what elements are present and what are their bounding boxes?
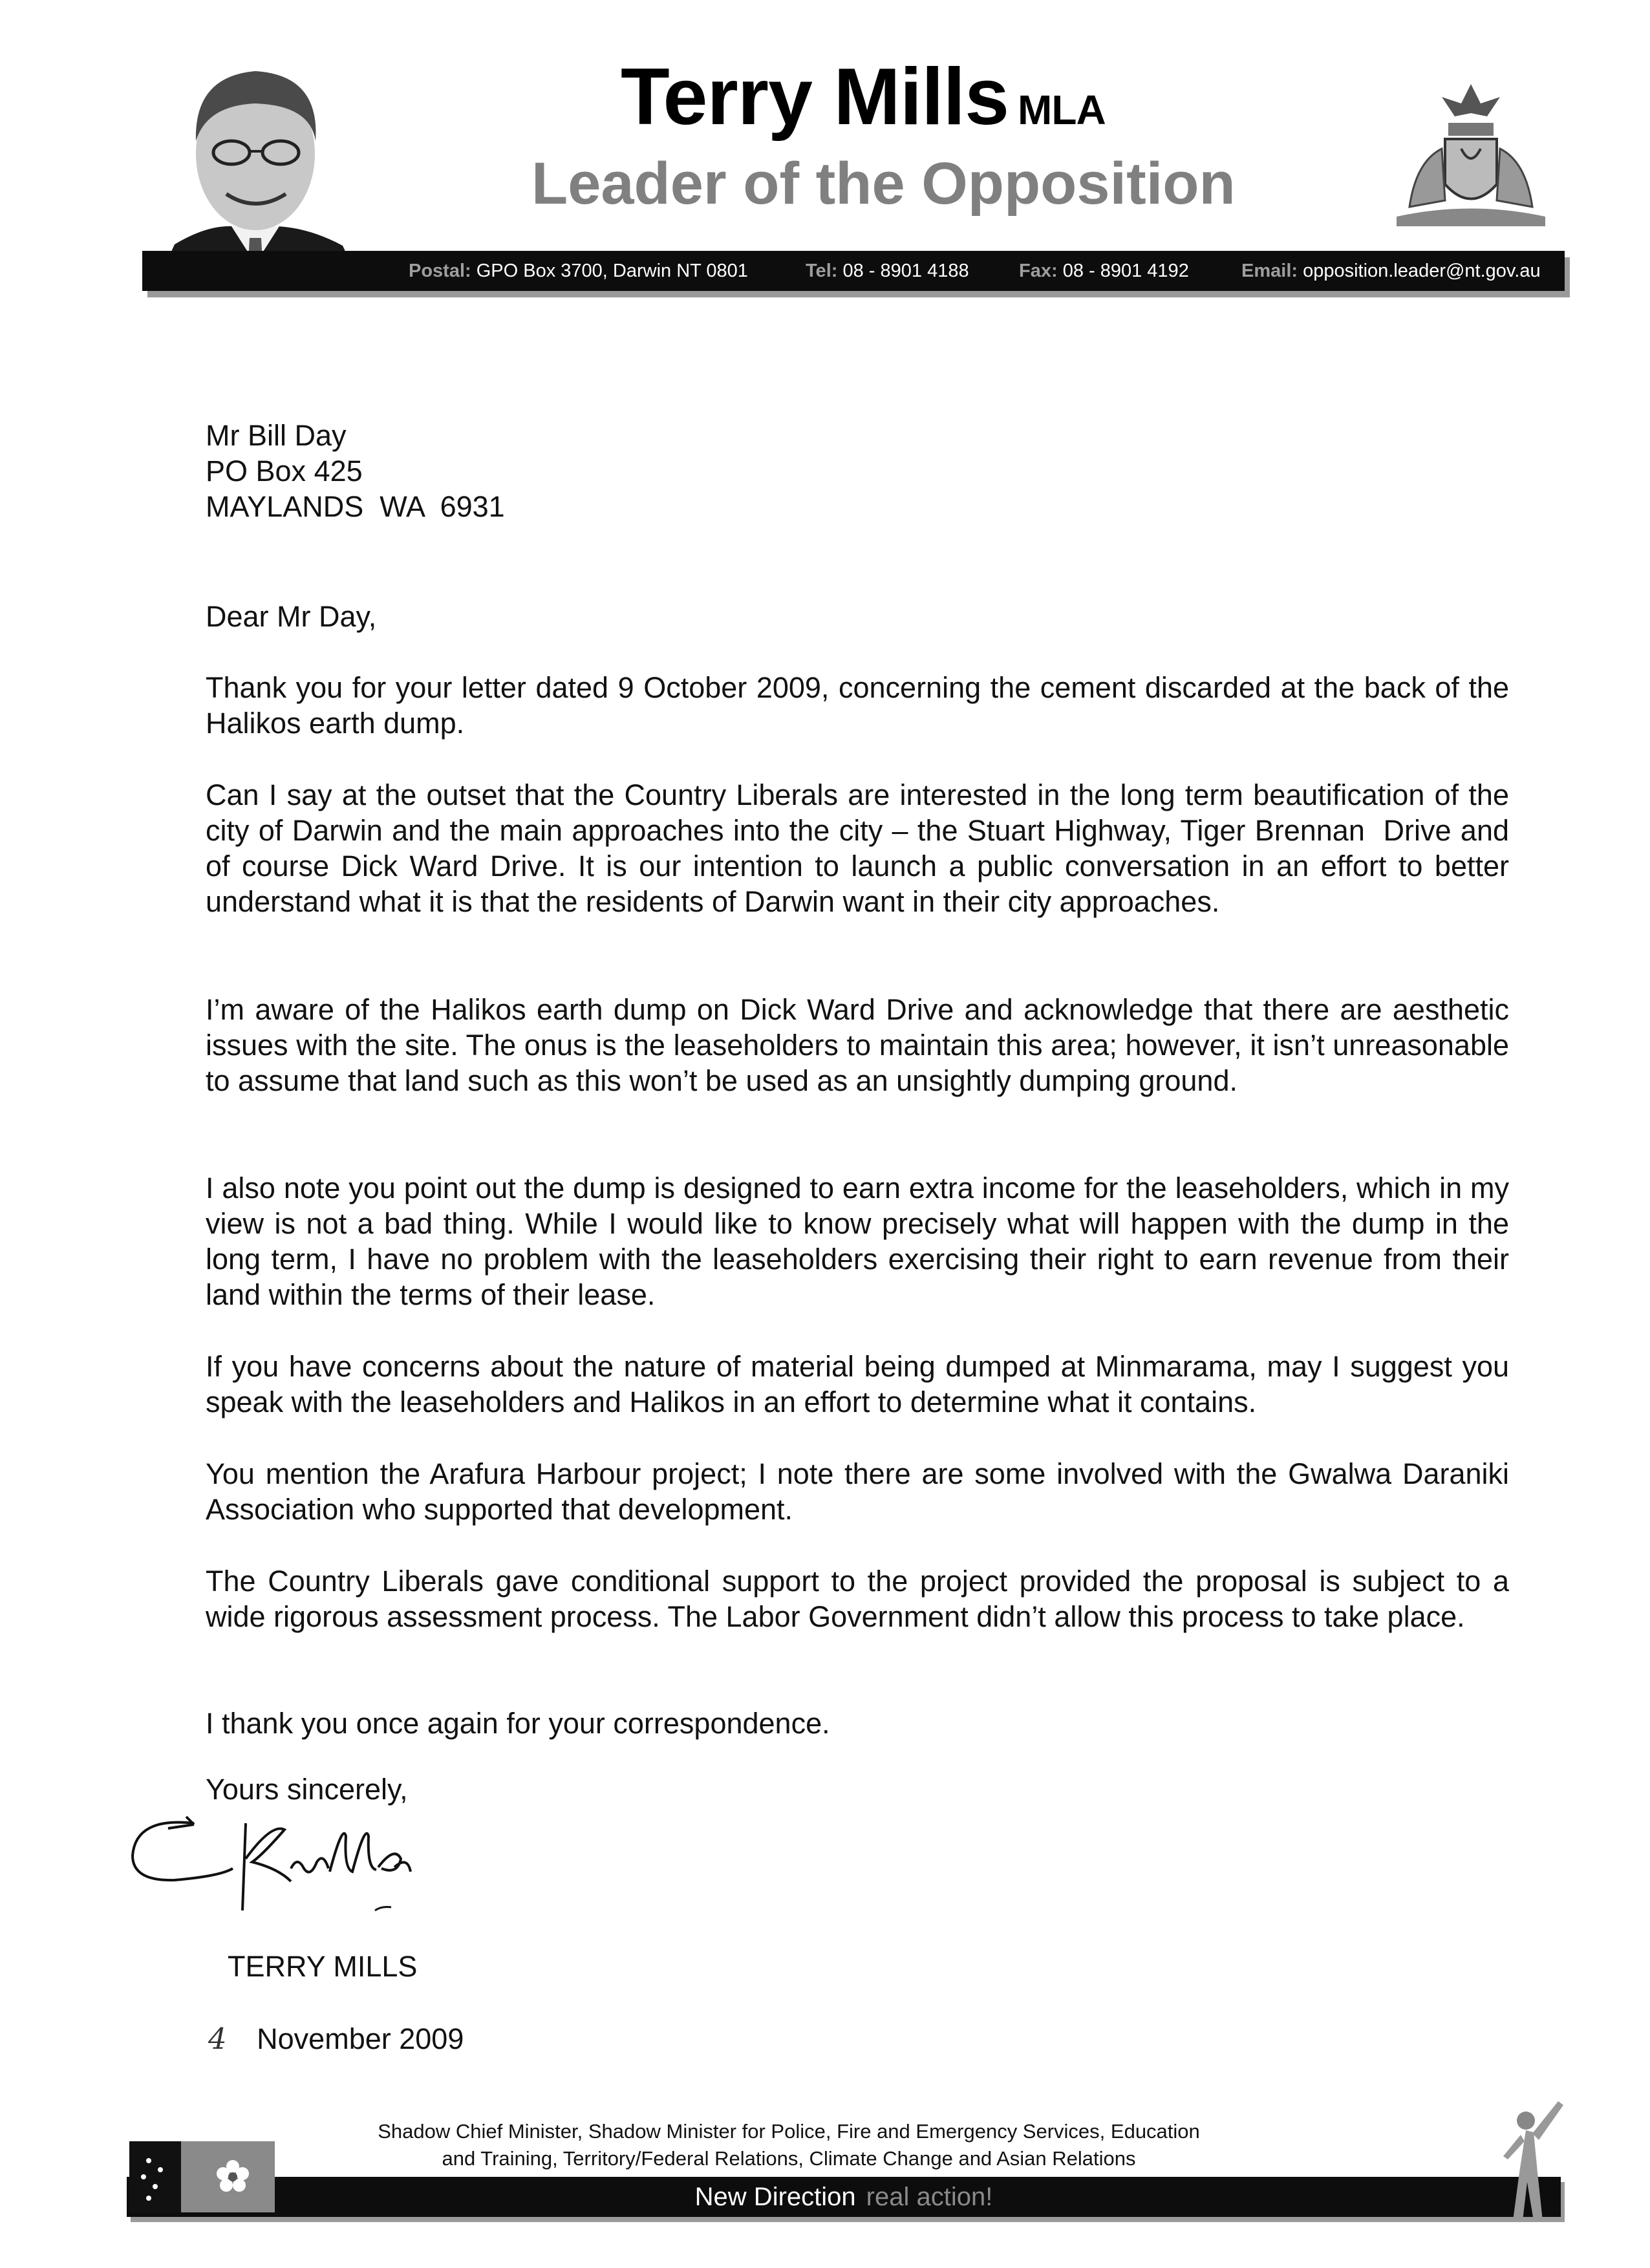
closing: Yours sincerely, — [206, 1773, 408, 1806]
coat-of-arms-icon — [1384, 78, 1558, 233]
letterhead-role: Leader of the Opposition — [531, 151, 1236, 217]
cheering-figure-icon — [1487, 2095, 1578, 2224]
fax-contact — [1019, 261, 1189, 282]
body-paragraph-1: Thank you for your letter dated 9 October 2009, concerning the cement discarded at the back of the Halikos earth dump. — [206, 671, 1509, 740]
postal-value: GPO Box 3700, Darwin NT 0801 — [476, 260, 748, 281]
postal-label: Postal: — [409, 260, 471, 281]
email-label: Email: — [1241, 260, 1298, 281]
email-value: opposition.leader@nt.gov.au — [1303, 260, 1541, 281]
portfolio-text — [362, 2118, 1216, 2172]
body-paragraph-7: The Country Liberals gave conditional support to the project provided the proposal is subject to a wide rigorous assessment process. The Labor Government didn’t allow this process to take place. — [206, 1565, 1509, 1633]
slogan-tag: real action! — [866, 2182, 993, 2211]
email-contact — [1241, 261, 1541, 282]
signatory-name: TERRY MILLS — [228, 1950, 418, 1983]
body-paragraph-8: I thank you once again for your correspondence. — [206, 1707, 830, 1740]
recipient-address — [206, 418, 1509, 524]
mla-suffix: MLA — [1018, 87, 1106, 133]
name-text: Terry Mills — [621, 52, 1009, 142]
body-paragraph-2: Can I say at the outset that the Country Liberals are interested in the long term beautification of the city of Darwin and the main approaches into the city – the Stuart Highway, Tiger Brennan Drive and of course Dick Ward Drive. It is our intention to launch a public conversation in an effort to better understand what it is that the residents of Darwin want in their city approaches. — [206, 778, 1517, 918]
slogan-main: New Direction — [694, 2182, 856, 2211]
body-paragraph-6: You mention the Arafura Harbour project; I note there are some involved with the Gwalwa Daraniki Association who supported that development. — [206, 1457, 1509, 1526]
letterhead-name — [621, 52, 1106, 142]
postal-contact — [409, 261, 748, 282]
fax-label: Fax: — [1019, 260, 1058, 281]
body-paragraph-4: I also note you point out the dump is designed to earn extra income for the leaseholders, which in my view is not a bad thing. While I would like to know precisely what will happen with the dump in the long term, I have no problem with the leaseholders exercising their right to earn revenue from their land within the terms of their lease. — [206, 1171, 1509, 1311]
tel-contact — [806, 261, 969, 282]
handwritten-signature — [123, 1797, 485, 1927]
slogan-bar — [127, 2177, 1561, 2217]
recipient-line-3: MAYLANDS WA 6931 — [206, 490, 505, 523]
salutation: Dear Mr Day, — [206, 600, 377, 633]
letter-date — [208, 2021, 1512, 2057]
body-paragraph-3: I’m aware of the Halikos earth dump on Dick Ward Drive and acknowledge that there are aesthetic issues with the site. The onus is the leaseholders to maintain this area; however, it isn’t unreasonable to assume that land such as this won’t be used as an unsightly dumping ground. — [206, 993, 1509, 1097]
contact-bar — [142, 251, 1565, 291]
recipient-line-2: PO Box 425 — [206, 455, 363, 487]
tel-value: 08 - 8901 4188 — [842, 260, 969, 281]
tel-label: Tel: — [806, 260, 838, 281]
body-paragraph-5: If you have concerns about the nature of material being dumped at Minmarama, may I suggest you speak with the leaseholders and Halikos in an effort to determine what it contains. — [206, 1350, 1509, 1418]
recipient-line-1: Mr Bill Day — [206, 419, 347, 452]
date-day: 4 — [208, 2022, 227, 2056]
portfolio-line-1: Shadow Chief Minister, Shadow Minister for Police, Fire and Emergency Services, Education — [378, 2120, 1200, 2143]
nt-flag-icon — [129, 2141, 275, 2212]
portfolio-line-2: and Training, Territory/Federal Relations, Climate Change and Asian Relations — [442, 2147, 1136, 2170]
fax-value: 08 - 8901 4192 — [1062, 260, 1189, 281]
date-month-year: November 2009 — [257, 2022, 464, 2055]
